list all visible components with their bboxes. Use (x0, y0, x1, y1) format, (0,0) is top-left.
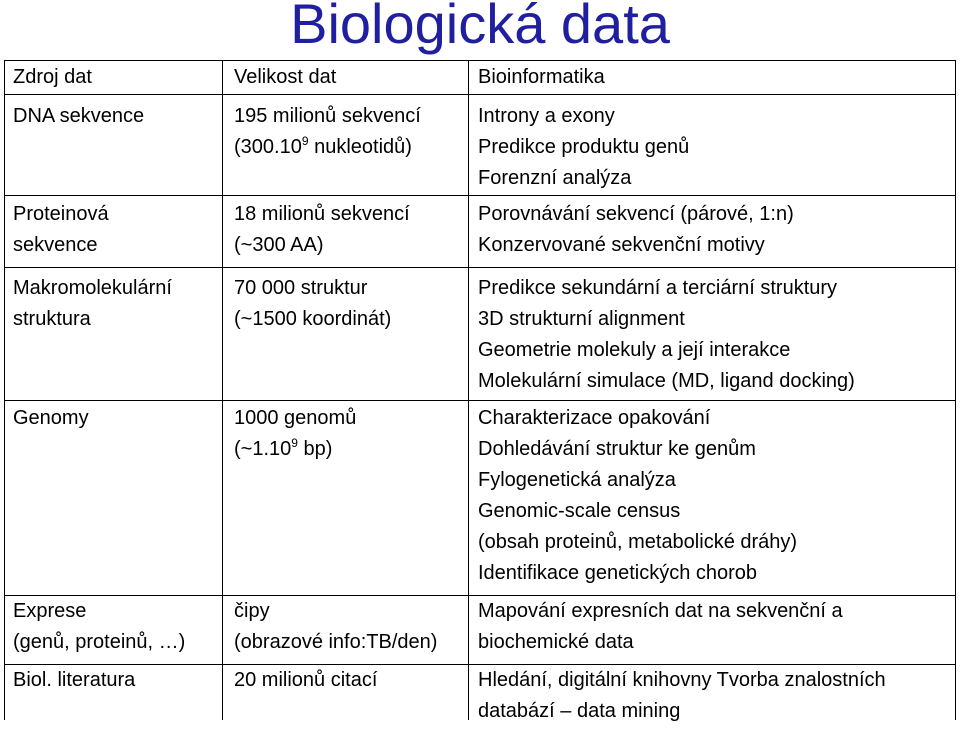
header-source: Zdroj dat (13, 66, 92, 88)
source-line: DNA sekvence (13, 105, 145, 127)
size-line: (obrazové info:TB/den) (234, 631, 438, 653)
row-structure-source (13, 273, 172, 335)
header-bioinformatics: Bioinformatika (478, 66, 605, 88)
bioinf-line: Hledání, digitální knihovny Tvorba znalostních (478, 669, 886, 691)
row-expression-bioinformatics (478, 596, 843, 658)
row-divider (4, 94, 956, 95)
bioinf-line: Konzervované sekvenční motivy (478, 234, 765, 256)
row-divider (4, 267, 956, 268)
size-line: (~1500 koordinát) (234, 308, 392, 330)
size-line: (300.10$^9$ nukleotidů) (234, 134, 412, 158)
row-genome-source (13, 403, 89, 434)
source-line: Genomy (13, 407, 89, 429)
bioinf-line: Identifikace genetických chorob (478, 562, 758, 584)
size-line: (~300 AA) (234, 234, 324, 256)
bioinf-line: Geometrie molekuly a její interakce (478, 339, 791, 361)
row-dna-size (234, 101, 421, 163)
size-line: 18 milionů sekvencí (234, 203, 410, 225)
row-literature-source (13, 665, 135, 696)
size-line: 70 000 struktur (234, 277, 368, 299)
row-genome-bioinformatics (478, 403, 797, 589)
bioinf-line: Forenzní analýza (478, 167, 632, 189)
bioinf-line: Introny a exony (478, 105, 615, 127)
size-line: 195 milionů sekvencí (234, 105, 421, 127)
bioinf-line: (obsah proteinů, metabolické dráhy) (478, 531, 798, 553)
bioinf-line: databází – data mining (478, 700, 681, 722)
bioinf-line: Porovnávání sekvencí (párové, 1:n) (478, 203, 794, 225)
data-table (4, 60, 956, 740)
header-size: Velikost dat (234, 66, 337, 88)
size-line: 1000 genomů (234, 407, 357, 429)
size-line: (~1.10$^9$ bp) (234, 436, 333, 460)
bioinf-line: Fylogenetická analýza (478, 469, 676, 491)
bioinf-line: Mapování expresních dat na sekvenční a (478, 600, 843, 622)
bioinf-line: Molekulární simulace (MD, ligand docking) (478, 370, 855, 392)
row-expression-source (13, 596, 185, 658)
source-line: Exprese (13, 600, 87, 622)
column-divider (222, 60, 223, 720)
source-line: (genů, proteinů, …) (13, 631, 186, 653)
source-line: Proteinová (13, 203, 109, 225)
row-dna-source (13, 101, 144, 132)
source-line: Makromolekulární (13, 277, 172, 299)
row-genome-size (234, 403, 356, 465)
row-dna-bioinformatics (478, 101, 689, 194)
row-literature-size (234, 665, 377, 696)
size-line: čipy (234, 600, 270, 622)
source-line: Biol. literatura (13, 669, 136, 691)
bioinf-line: Charakterizace opakování (478, 407, 711, 429)
row-divider (4, 400, 956, 401)
row-protein-bioinformatics (478, 199, 794, 261)
bioinf-line: Predikce produktu genů (478, 136, 690, 158)
bioinf-line: Dohledávání struktur ke genům (478, 438, 756, 460)
bioinf-line: biochemické data (478, 631, 634, 653)
table-border-top (4, 60, 956, 61)
column-divider (955, 60, 956, 720)
bioinf-line: Genomic-scale census (478, 500, 681, 522)
row-protein-size (234, 199, 410, 261)
size-line: 20 milionů citací (234, 669, 378, 691)
row-expression-size (234, 596, 437, 658)
column-divider (4, 60, 5, 720)
bioinf-line: 3D strukturní alignment (478, 308, 685, 330)
bioinf-line: Predikce sekundární a terciární struktury (478, 277, 838, 299)
row-protein-source (13, 199, 109, 261)
page-title: Biologická data (290, 0, 670, 55)
row-structure-bioinformatics (478, 273, 855, 397)
row-structure-size (234, 273, 391, 335)
source-line: sekvence (13, 234, 98, 256)
column-divider (468, 60, 469, 720)
source-line: struktura (13, 308, 91, 330)
row-literature-bioinformatics (478, 665, 886, 727)
row-divider (4, 195, 956, 196)
